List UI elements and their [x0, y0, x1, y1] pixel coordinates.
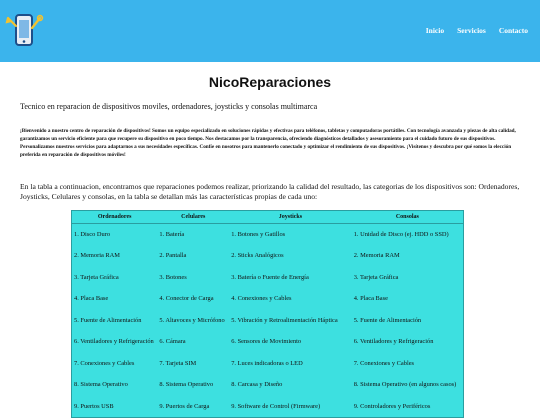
page-subtitle: Tecnico en reparacion de dispositivos moviles, ordenadores, joysticks y consolas multimarca — [20, 102, 318, 111]
table-cell: 7. Tarjeta SIM — [159, 359, 197, 367]
table-row — [72, 353, 464, 375]
table-cell: 2. Pantalla — [159, 252, 187, 260]
table-cell: 5. Altavoces y Micrófono — [159, 316, 225, 324]
table-cell: 1. Botones y Gatillos — [231, 231, 286, 238]
table-cell: 8. Carcasa y Diseño — [231, 381, 283, 389]
table-cell: 1. Batería — [159, 231, 185, 238]
table-cell: 8. Sistema Operativo — [159, 381, 214, 389]
table-row — [72, 224, 464, 246]
table-cell: 4. Placa Base — [353, 295, 388, 303]
table-cell: 5. Vibración y Retroalimentación Háptica — [231, 316, 338, 324]
table-row — [72, 310, 464, 332]
table-cell: 3. Tarjeta Gráfica — [353, 273, 399, 281]
table-cell: 4. Conector de Carga — [159, 295, 214, 303]
navbar — [0, 0, 540, 62]
table-cell: 5. Fuente de Alimentación — [74, 316, 142, 324]
table-row — [72, 374, 464, 396]
table-cell: 9. Puertos de Carga — [159, 402, 210, 410]
table-cell: 2. Memoria RAM — [353, 252, 400, 260]
header-consolas: Consolas — [352, 211, 464, 224]
table-cell: 9. Software de Control (Firmware) — [231, 402, 321, 410]
table-cell: 4. Conexiones y Cables — [231, 295, 292, 303]
table-cell: 2. Memoria RAM — [74, 252, 120, 260]
table-cell: 6. Ventiladores y Refrigeración — [74, 338, 154, 346]
table-cell: 8. Sistema Operativo — [74, 381, 128, 389]
header-ordenadores: Ordenadores — [72, 211, 158, 224]
table-cell: 3. Tarjeta Gráfica — [74, 273, 119, 281]
page-title: NicoReparaciones — [208, 74, 332, 90]
table-header-row — [72, 211, 464, 224]
header-joysticks: Joysticks — [229, 211, 352, 224]
nav-links — [426, 26, 528, 35]
table-cell: 6. Sensores de Movimiento — [231, 338, 302, 346]
table-cell: 4. Placa Base — [74, 295, 109, 303]
table-row — [72, 396, 464, 418]
nav-link-servicios[interactable]: Servicios — [457, 26, 486, 35]
table-cell: 1. Disco Duro — [74, 231, 111, 238]
table-cell: 3. Batería o Fuente de Energía — [231, 273, 309, 281]
table-cell: 6. Cámara — [159, 338, 186, 346]
table-cell: 5. Fuente de Alimentación — [353, 316, 422, 324]
table-row — [72, 245, 464, 267]
table-cell: 1. Unidad de Disco (ej. HDD o SSD) — [353, 231, 449, 238]
table-cell: 8. Sistema Operativo (en algunos casos) — [353, 381, 457, 389]
table-intro-paragraph: En la tabla a continuacion, encontramos que reparaciones podemos realizar, priorizando la calidad del resultado, las categorias de los dispositivos son: Ordenadores, Joysticks, Celulares y consolas, en la tabla se detallan más las características propias de cada uno: — [20, 182, 520, 201]
table-cell: 7. Luces indicadoras o LED — [231, 359, 303, 367]
nav-link-contacto[interactable]: Contacto — [498, 26, 528, 35]
table-cell: 9. Puertos USB — [74, 402, 114, 410]
table-cell: 3. Botones — [159, 273, 187, 281]
table-cell: 7. Conexiones y Cables — [353, 359, 415, 367]
header-celulares: Celulares — [157, 211, 229, 224]
repairs-table — [71, 210, 464, 418]
intro-paragraph: ¡Bienvenido a nuestro centro de reparación de dispositivos! Somos un equipo especializado en soluciones rápidas y efectivas para teléfonos, tabletas y computadoras portátiles. Con tecnología avanzada y piezas de alta calidad, garantizamos un servicio eficiente para que recupere su dispositivo en poco tiempo. Nos destacamos por la transparencia, ofreciendo diagnósticos detallados y asesoramiento para el cuidado futuro de sus dispositivos. Personalizamos nuestros servicios para adaptarnos a sus necesidades específicas. Confíe en nosotros para mantenerlo conectado y optimizar el rendimiento de sus dispositivos. ¡Visítenos y descubra por qué somos la elección preferida en reparación de dispositivos móviles! — [20, 128, 516, 159]
nav-link-inicio[interactable]: Inicio — [425, 26, 445, 35]
table-row — [72, 331, 464, 353]
table-row — [72, 288, 464, 310]
table-cell: 9. Controladores y Periféricos — [353, 402, 431, 410]
phone-with-tools-icon[interactable] — [4, 10, 44, 50]
table-cell: 7. Conexiones y Cables — [74, 359, 135, 367]
table-cell: 2. Sticks Analógicos — [231, 252, 284, 260]
table-row — [72, 267, 464, 289]
table-cell: 6. Ventiladores y Refrigeración — [353, 338, 434, 346]
